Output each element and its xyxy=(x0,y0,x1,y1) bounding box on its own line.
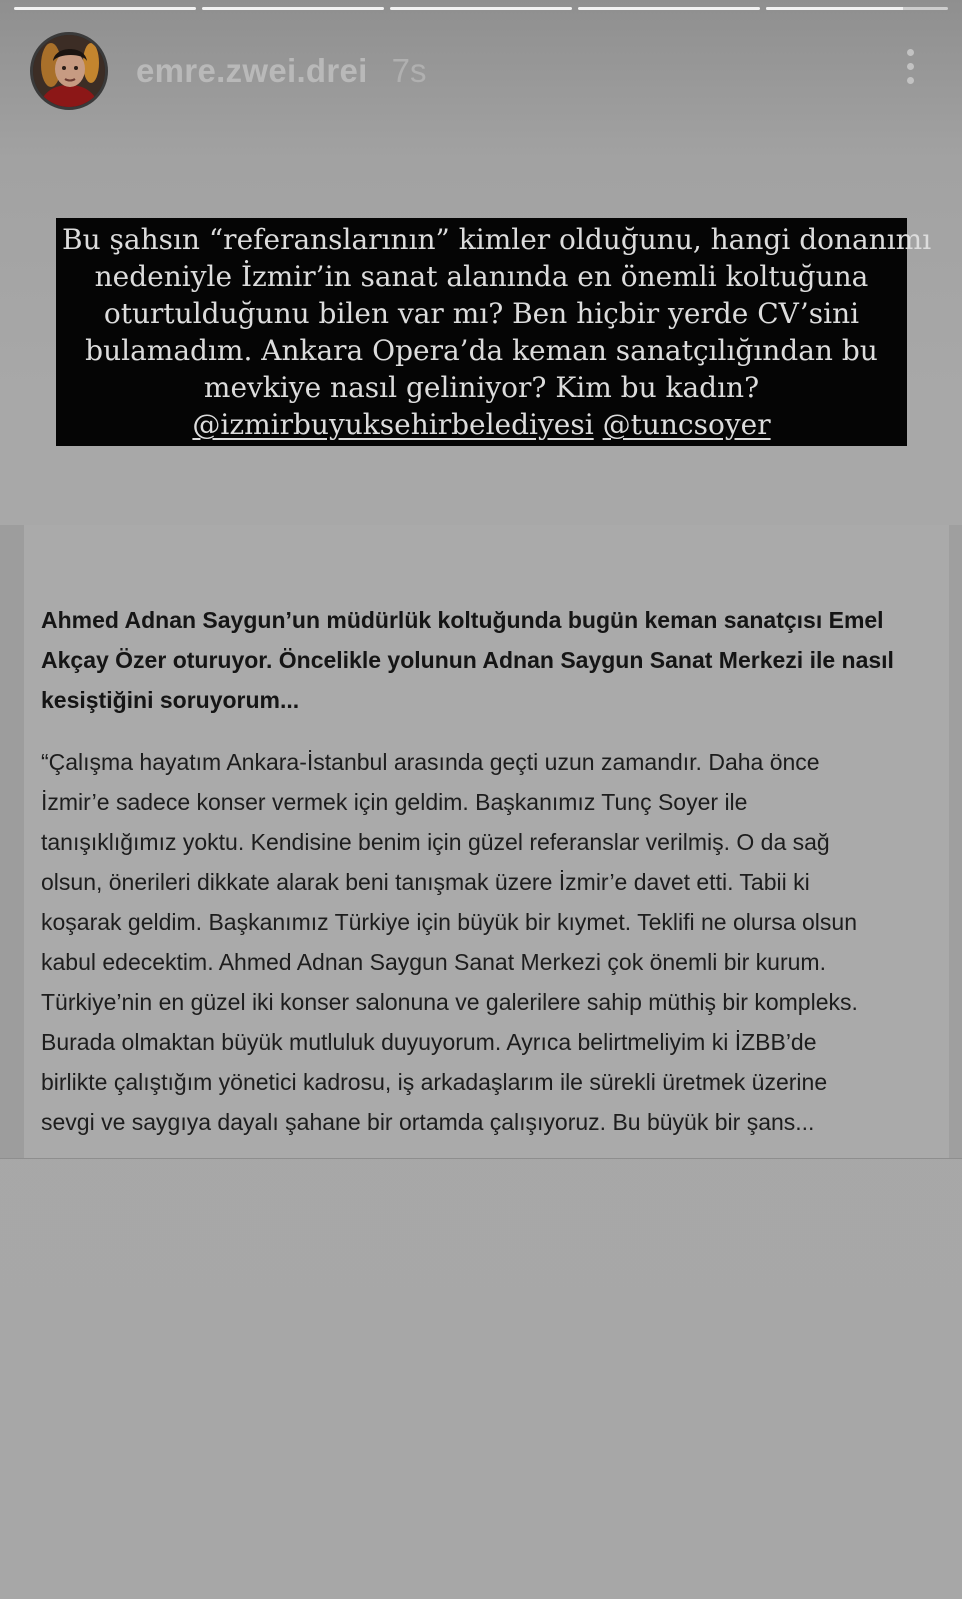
caption-text-box xyxy=(56,218,932,446)
progress-segment xyxy=(14,7,196,10)
answer-line: “Çalışma hayatım Ankara-İstanbul arasında geçti uzun zamandır. Daha önce xyxy=(41,749,820,775)
more-dot xyxy=(907,77,914,84)
progress-segment xyxy=(202,7,384,10)
question-line: kesiştiğini soruyorum... xyxy=(41,687,300,713)
more-dot xyxy=(907,63,914,70)
more-vertical-icon[interactable] xyxy=(898,49,922,84)
question-line: Ahmed Adnan Saygun’un müdürlük koltuğunda bugün keman sanatçısı Emel xyxy=(41,607,884,633)
caption-line: bulamadım. Ankara Opera’da keman sanatçılığından bu xyxy=(85,334,878,367)
story-user xyxy=(136,52,427,90)
caption-line: nedeniyle İzmir’in sanat alanında en önemli koltuğuna xyxy=(94,260,869,293)
caption-line: Bu şahsın “referanslarının” kimler olduğunu, hangi donanımı xyxy=(62,223,932,256)
answer-line: sevgi ve saygıya dayalı şahane bir ortamda çalışıyoruz. Bu büyük bir şans... xyxy=(41,1109,815,1135)
card-edge-right xyxy=(949,525,962,1158)
answer-line: tanışıklığımız yoktu. Kendisine benim için güzel referanslar verilmiş. O da sağ xyxy=(41,829,830,855)
progress-fill xyxy=(202,7,384,10)
progress-fill xyxy=(578,7,760,10)
answer-line: koşarak geldim. Başkanımız Türkiye için büyük bir kıymet. Teklifi ne olursa olsun xyxy=(41,909,857,935)
interview-question xyxy=(41,600,941,720)
story-time: 7s xyxy=(391,52,427,89)
story-header xyxy=(30,32,922,110)
caption-line: oturtulduğunu bilen var mı? Ben hiçbir yerde CV’sini xyxy=(103,297,860,330)
caption-mentions xyxy=(62,406,901,443)
question-line: Akçay Özer oturuyor. Öncelikle yolunun Adnan Saygun Sanat Merkezi ile nasıl xyxy=(41,647,894,673)
mention-izmir[interactable]: @izmirbuyuksehirbelediyesi xyxy=(192,408,594,441)
answer-line: İzmir’e sadece konser vermek için geldim. Başkanımız Tunç Soyer ile xyxy=(41,789,748,815)
mention-tuncsoyer[interactable]: @tuncsoyer xyxy=(602,408,771,441)
progress-fill xyxy=(14,7,196,10)
progress-segment xyxy=(390,7,572,10)
progress-segment xyxy=(766,7,948,10)
progress-fill xyxy=(766,7,903,10)
answer-line: birlikte çalıştığım yönetici kadrosu, iş arkadaşlarım ile sürekli üretmek üzerine xyxy=(41,1069,828,1095)
answer-line: Türkiye’nin en güzel iki konser salonuna ve galerilere sahip müthiş bir kompleks. xyxy=(41,989,858,1015)
more-dot xyxy=(907,49,914,56)
caption-line: mevkiye nasıl geliniyor? Kim bu kadın? xyxy=(203,371,760,404)
answer-line: olsun, önerileri dikkate alarak beni tanışmak üzere İzmir’e davet etti. Tabii ki xyxy=(41,869,810,895)
avatar-image xyxy=(33,35,105,107)
avatar[interactable] xyxy=(30,32,108,110)
answer-line: kabul edecektim. Ahmed Adnan Saygun Sanat Merkezi çok önemli bir kurum. xyxy=(41,949,826,975)
interview-answer xyxy=(41,742,941,1142)
progress-segment xyxy=(578,7,760,10)
answer-line: Burada olmaktan büyük mutluluk duyuyorum. Ayrıca belirtmeliyim ki İZBB’de xyxy=(41,1029,817,1055)
progress-fill xyxy=(390,7,572,10)
username[interactable]: emre.zwei.drei xyxy=(136,52,368,89)
card-edge-left xyxy=(0,525,24,1158)
story-progress xyxy=(14,7,948,10)
